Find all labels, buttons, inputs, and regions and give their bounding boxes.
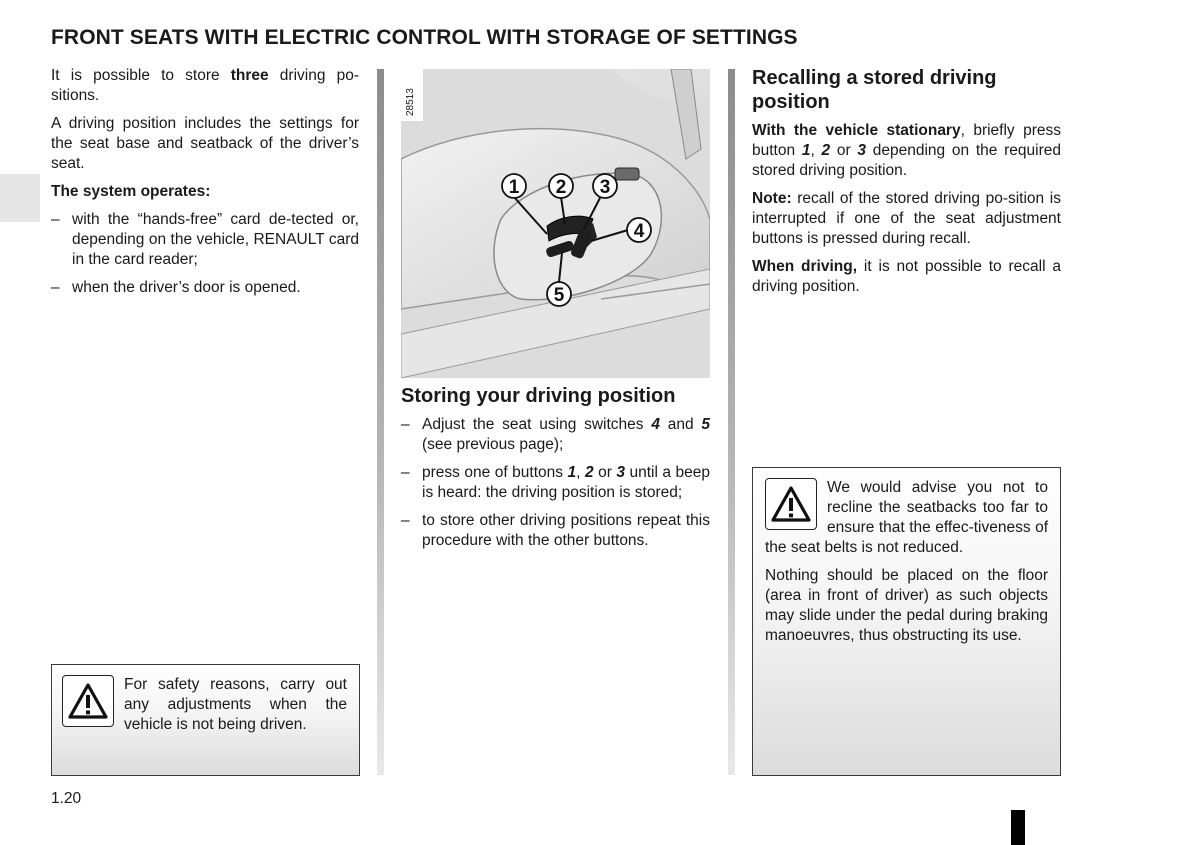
- figure-reference-number: 28513: [405, 88, 416, 116]
- page-number: 1.20: [51, 790, 82, 807]
- callout-5: [547, 282, 571, 306]
- seatback-warning-box: [752, 467, 1061, 776]
- intro-paragraph: It is possible to store three driving po-sitions.: [51, 67, 359, 104]
- seat-controls-illustration: [401, 69, 710, 378]
- callout-3: [593, 174, 617, 198]
- page-title: FRONT SEATS WITH ELECTRIC CONTROL WITH STORAGE OF SETTINGS: [51, 26, 798, 49]
- callout-4: [627, 218, 651, 242]
- recall-driving-note: When driving, it is not possible to recall a driving position.: [752, 258, 1062, 295]
- list-item: – to store other driving positions repeat this procedure with the other buttons.: [401, 511, 710, 551]
- column-right: [752, 66, 1061, 305]
- recall-instructions: With the vehicle stationary, briefly press button 1, 2 or 3 depending on the required stored driving position.: [752, 122, 1061, 179]
- list-item: – with the “hands-free” card de-tected or, depending on the vehicle, RENAULT card in the card reader;: [51, 210, 359, 270]
- floor-warning-text: Nothing should be placed on the floor (area in front of driver) as such objects may slide under the pedal during braking manoeuvres, thus obstructing its use.: [765, 567, 1048, 644]
- seatback-warning-text: We would advise you not to recline the seatbacks too far to ensure that the effec-tiveness of the seat belts is not reduced.: [765, 479, 1048, 556]
- svg-text:4: 4: [633, 221, 645, 242]
- svg-text:3: 3: [599, 177, 611, 198]
- system-heading: The system operates:: [51, 183, 211, 200]
- list-item: – when the driver’s door is opened.: [51, 278, 359, 298]
- warning-triangle-icon: [765, 478, 817, 530]
- recall-note: Note: recall of the stored driving po-sition is interrupted if one of the seat adjustment buttons is pressed during recall.: [752, 190, 1061, 247]
- list-item: – Adjust the seat using switches 4 and 5 (see previous page);: [401, 415, 710, 455]
- callout-1: [502, 174, 526, 198]
- svg-text:2: 2: [555, 177, 567, 198]
- system-list: [51, 210, 359, 298]
- storing-heading: Storing your driving position: [401, 385, 676, 407]
- safety-warning-box: [51, 664, 360, 776]
- definition-paragraph: A driving position includes the settings for the seat base and seatback of the driver’s seat.: [51, 115, 359, 172]
- list-item: – press one of buttons 1, 2 or 3 until a beep is heard: the driving position is stored;: [401, 463, 710, 503]
- svg-text:5: 5: [553, 285, 565, 306]
- column-divider-right: [728, 69, 735, 775]
- safety-warning-text: For safety reasons, carry out any adjustments when the vehicle is not being driven.: [124, 676, 347, 733]
- storing-steps: [401, 415, 710, 551]
- column-divider-left: [377, 69, 384, 775]
- warning-triangle-icon: [62, 675, 114, 727]
- recalling-heading: Recalling a stored driving position: [752, 67, 997, 113]
- callout-2: [549, 174, 573, 198]
- side-tab: [0, 174, 40, 222]
- column-middle: [401, 384, 710, 559]
- column-left: [51, 66, 359, 306]
- corner-mark: [1011, 810, 1025, 845]
- svg-text:1: 1: [508, 177, 520, 198]
